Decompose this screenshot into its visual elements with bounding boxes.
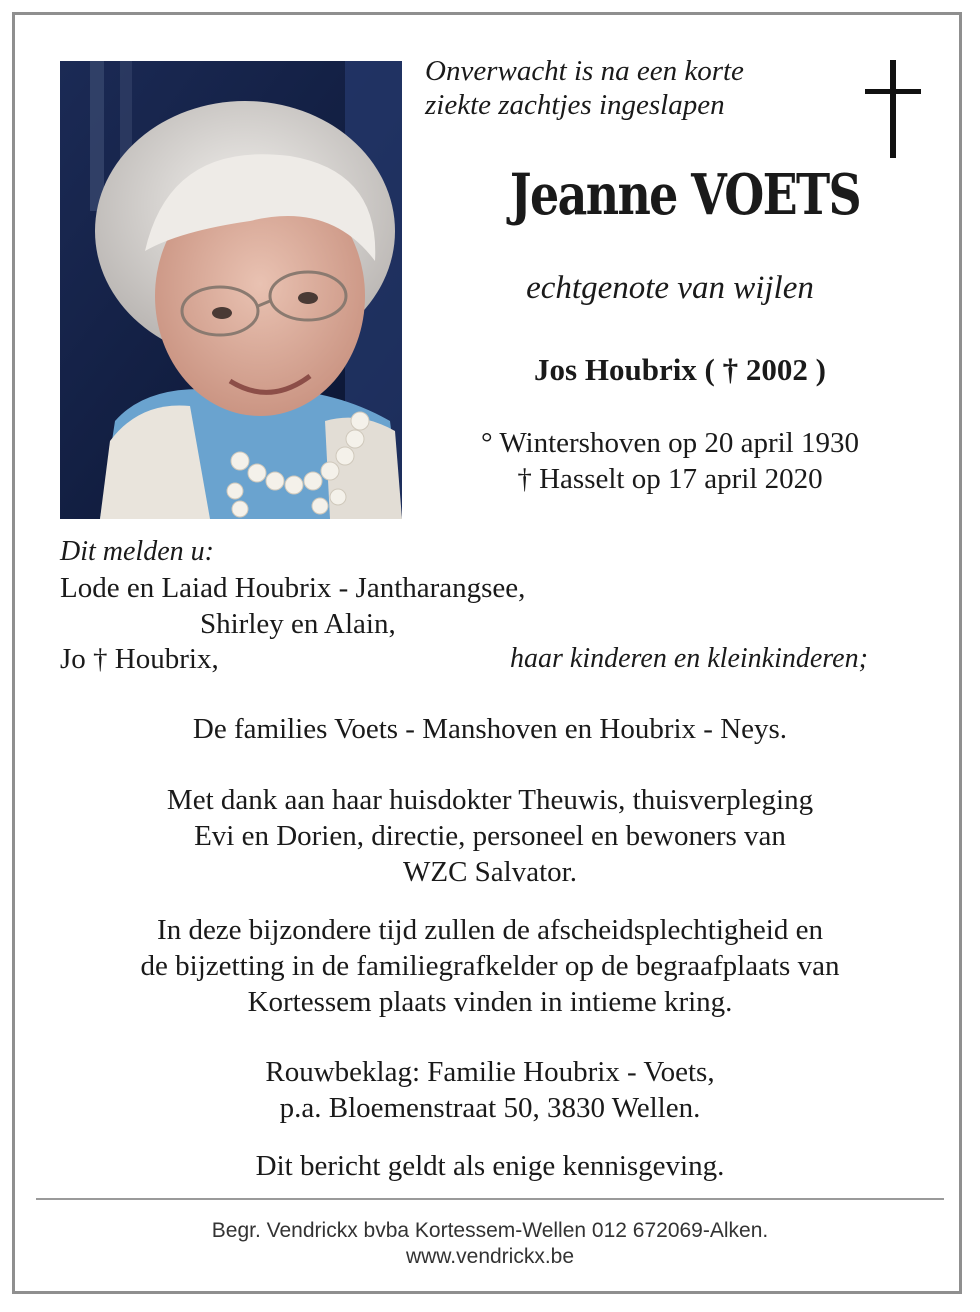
families-line: De families Voets - Manshoven en Houbrix - Neys. [192, 713, 788, 745]
birth-date: ° Wintershoven op 20 april 1930 [481, 427, 859, 459]
thanks-line: WZC Salvator. [403, 856, 577, 888]
footer-website-link[interactable]: www.vendrickx.be [405, 1245, 575, 1268]
intro-line: ziekte zachtjes ingeslapen [425, 89, 725, 121]
spouse-label: echtgenote van wijlen [526, 270, 814, 306]
family-relation: haar kinderen en kleinkinderen; [510, 643, 868, 674]
address-line: p.a. Bloemenstraat 50, 3830 Wellen. [279, 1092, 701, 1124]
family-line: Shirley en Alain, [200, 608, 396, 640]
portrait-photo [60, 61, 402, 519]
announce-label: Dit melden u: [60, 536, 214, 567]
deceased-name: Jeanne VOETS [509, 162, 861, 228]
thanks-line: Evi en Dorien, directie, personeel en bewoners van [194, 820, 786, 852]
thanks-paragraph [40, 782, 940, 890]
ceremony-line: de bijzetting in de familiegrafkelder op de begraafplaats van [140, 950, 840, 982]
intro-text [425, 54, 845, 122]
spouse-name: Jos Houbrix ( † 2002 ) [534, 352, 826, 387]
condolence-address [40, 1054, 940, 1126]
footer-line: Begr. Vendrickx bvba Kortessem-Wellen 012 672069-Alken. [211, 1219, 769, 1242]
notice-line: Dit bericht geldt als enige kennisgeving. [255, 1150, 725, 1182]
cross-icon [865, 60, 921, 158]
ceremony-paragraph [40, 912, 940, 1020]
family-line: Lode en Laiad Houbrix - Jantharangsee, [60, 572, 526, 604]
address-line: Rouwbeklag: Familie Houbrix - Voets, [265, 1056, 715, 1088]
intro-line: Onverwacht is na een korte [425, 55, 744, 87]
ceremony-line: In deze bijzondere tijd zullen de afscheidsplechtigheid en [157, 914, 823, 946]
thanks-line: Met dank aan haar huisdokter Theuwis, thuisverpleging [166, 784, 814, 816]
family-line: Jo † Houbrix, [60, 643, 219, 675]
life-dates [425, 425, 915, 497]
ceremony-line: Kortessem plaats vinden in intieme kring. [247, 986, 733, 1018]
death-date: † Hasselt op 17 april 2020 [517, 463, 823, 495]
divider [36, 1198, 944, 1200]
footer [40, 1218, 940, 1270]
